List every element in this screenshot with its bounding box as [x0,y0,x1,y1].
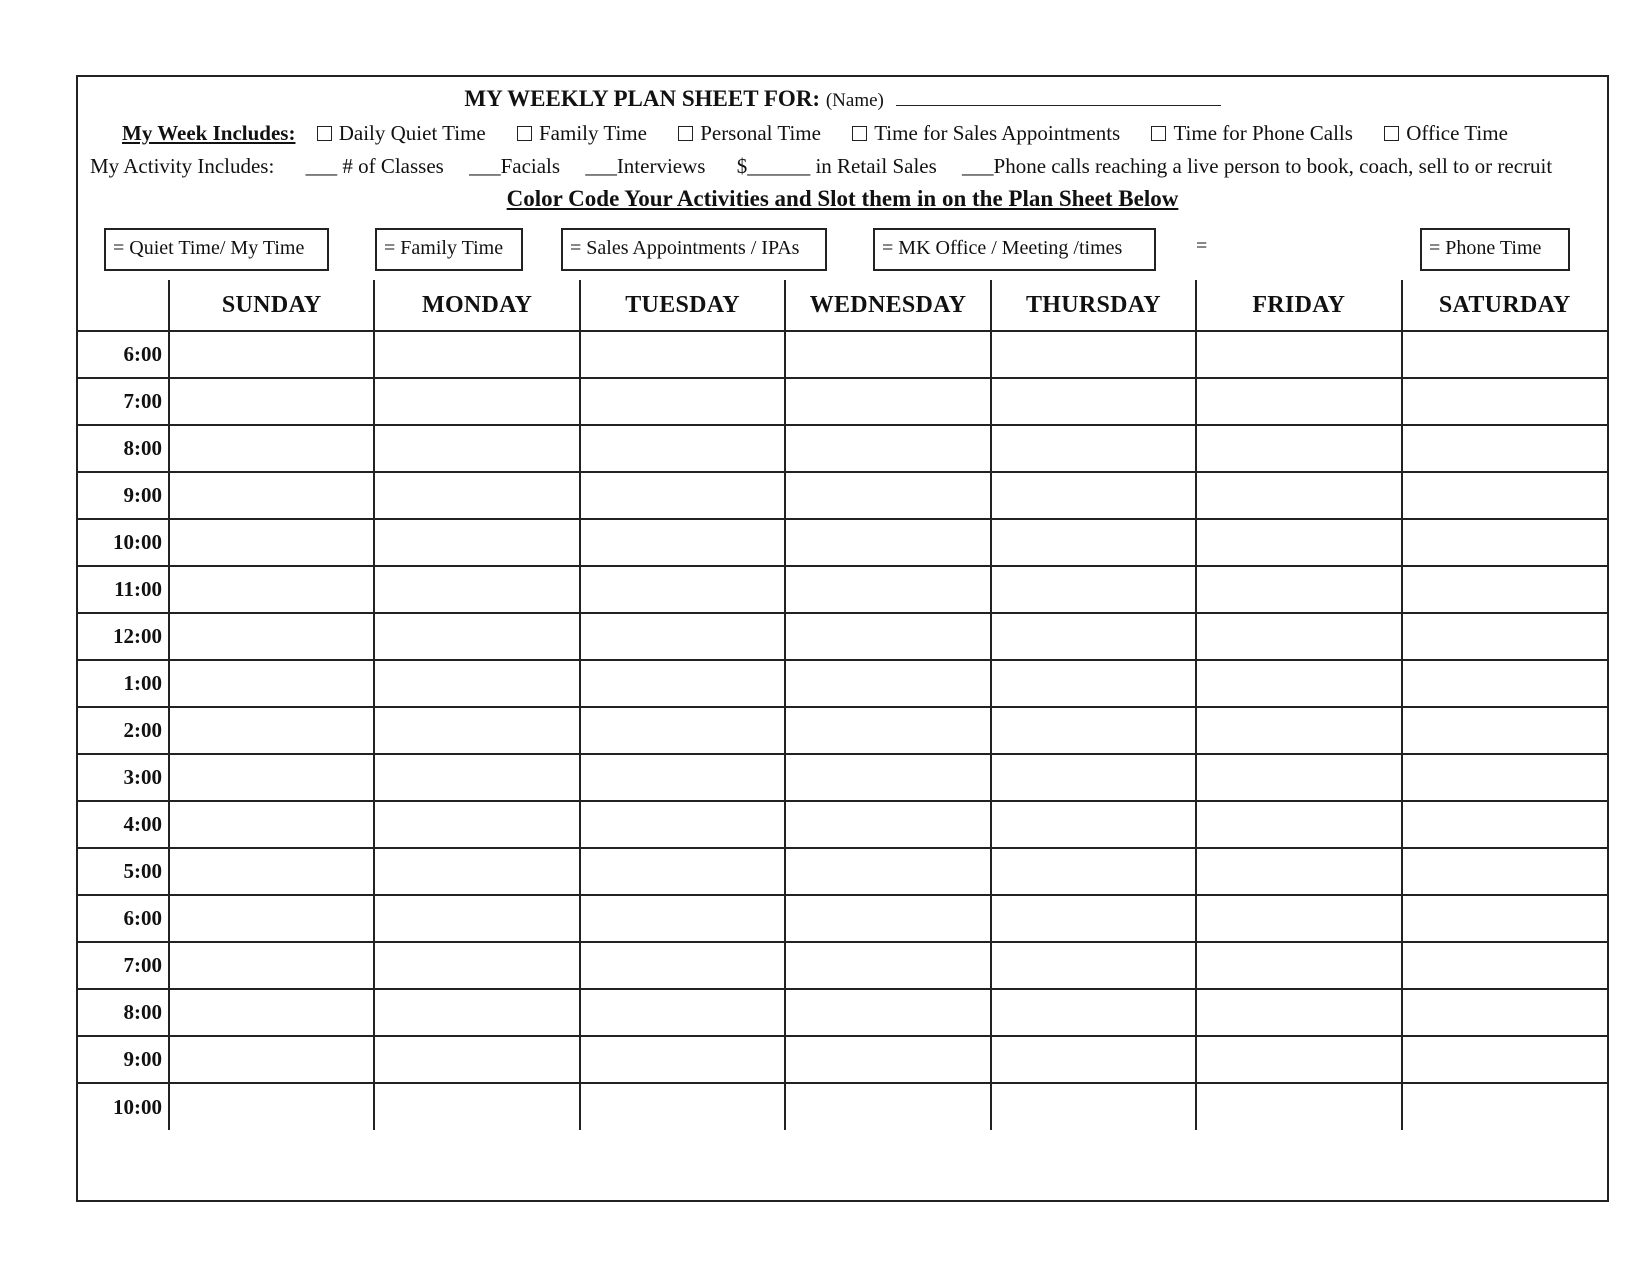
slot-cell-wednesday[interactable] [785,566,990,613]
slot-cell-thursday[interactable] [991,848,1196,895]
slot-cell-friday[interactable] [1196,425,1401,472]
slot-cell-wednesday[interactable] [785,331,990,378]
slot-cell-thursday[interactable] [991,1036,1196,1083]
slot-cell-monday[interactable] [374,848,579,895]
slot-cell-friday[interactable] [1196,472,1401,519]
time-label: 10:00 [78,1083,169,1130]
color-code-instruction: Color Code Your Activities and Slot them in on the Plan Sheet Below [506,186,1179,211]
slot-cell-thursday[interactable] [991,801,1196,848]
time-label: 8:00 [78,425,169,472]
slot-cell-sunday[interactable] [169,754,374,801]
table-row [78,378,1607,425]
slot-cell-saturday[interactable] [1402,989,1607,1036]
legend-sales-appointments[interactable]: = Sales Appointments / IPAs [561,228,827,271]
legend-blank[interactable]: = [1196,235,1208,257]
table-row [78,425,1607,472]
slot-cell-wednesday[interactable] [785,472,990,519]
slot-cell-monday[interactable] [374,942,579,989]
table-row [78,707,1607,754]
table-row [78,1083,1607,1130]
slot-cell-sunday[interactable] [169,942,374,989]
slot-cell-saturday[interactable] [1402,660,1607,707]
table-row [78,472,1607,519]
slot-cell-wednesday[interactable] [785,660,990,707]
table-row [78,519,1607,566]
slot-cell-wednesday[interactable] [785,425,990,472]
slot-cell-sunday[interactable] [169,519,374,566]
slot-cell-sunday[interactable] [169,472,374,519]
slot-cell-thursday[interactable] [991,613,1196,660]
week-item-phone-calls[interactable]: Time for Phone Calls [1151,121,1352,146]
table-row [78,613,1607,660]
day-header-row [78,280,1607,331]
day-header-saturday: SATURDAY [1402,280,1607,331]
slot-cell-sunday[interactable] [169,613,374,660]
schedule-grid [78,280,1607,1130]
slot-cell-thursday[interactable] [991,989,1196,1036]
slot-cell-saturday[interactable] [1402,942,1607,989]
time-label: 3:00 [78,754,169,801]
slot-cell-saturday[interactable] [1402,613,1607,660]
legend-family-time[interactable]: = Family Time [375,228,523,271]
slot-cell-saturday[interactable] [1402,566,1607,613]
checkbox-icon[interactable] [678,126,693,141]
slot-cell-sunday[interactable] [169,1036,374,1083]
title-row [78,85,1607,112]
slot-cell-friday[interactable] [1196,613,1401,660]
slot-cell-thursday[interactable] [991,707,1196,754]
slot-cell-sunday[interactable] [169,378,374,425]
slot-cell-saturday[interactable] [1402,1036,1607,1083]
slot-cell-tuesday[interactable] [580,942,785,989]
slot-cell-monday[interactable] [374,707,579,754]
slot-cell-friday[interactable] [1196,378,1401,425]
activity-includes-row [90,154,1619,179]
slot-cell-friday[interactable] [1196,754,1401,801]
slot-cell-friday[interactable] [1196,801,1401,848]
checkbox-icon[interactable] [317,126,332,141]
time-label: 7:00 [78,942,169,989]
slot-cell-tuesday[interactable] [580,895,785,942]
slot-cell-tuesday[interactable] [580,1036,785,1083]
slot-cell-monday[interactable] [374,989,579,1036]
slot-cell-saturday[interactable] [1402,425,1607,472]
schedule-table [78,280,1607,1130]
table-row [78,801,1607,848]
slot-cell-wednesday[interactable] [785,801,990,848]
time-label: 2:00 [78,707,169,754]
legend-mk-office[interactable]: = MK Office / Meeting /times [873,228,1156,271]
slot-cell-sunday[interactable] [169,331,374,378]
slot-cell-wednesday[interactable] [785,848,990,895]
slot-cell-sunday[interactable] [169,989,374,1036]
slot-cell-sunday[interactable] [169,895,374,942]
table-row [78,942,1607,989]
slot-cell-wednesday[interactable] [785,895,990,942]
legend-quiet-time[interactable]: = Quiet Time/ My Time [104,228,329,271]
day-header-monday: MONDAY [374,280,579,331]
slot-cell-thursday[interactable] [991,425,1196,472]
slot-cell-wednesday[interactable] [785,942,990,989]
slot-cell-monday[interactable] [374,378,579,425]
name-label: (Name) [825,90,884,111]
slot-cell-saturday[interactable] [1402,754,1607,801]
slot-cell-tuesday[interactable] [580,472,785,519]
week-includes-row [122,121,1650,146]
table-row [78,331,1607,378]
sheet-title: MY WEEKLY PLAN SHEET FOR: [464,86,821,111]
slot-cell-monday[interactable] [374,895,579,942]
time-label: 8:00 [78,989,169,1036]
table-row [78,895,1607,942]
table-row [78,989,1607,1036]
slot-cell-monday[interactable] [374,1036,579,1083]
week-item-office-time[interactable]: Office Time [1384,121,1508,146]
activity-interviews: ___Interviews [585,154,706,178]
slot-cell-monday[interactable] [374,566,579,613]
table-row [78,1036,1607,1083]
checkbox-icon[interactable] [1384,126,1399,141]
slot-cell-monday[interactable] [374,660,579,707]
day-header-wednesday: WEDNESDAY [785,280,990,331]
table-row [78,566,1607,613]
name-field-line[interactable] [896,85,1221,106]
week-item-sales-appointments[interactable]: Time for Sales Appointments [852,121,1120,146]
slot-cell-monday[interactable] [374,754,579,801]
day-header-thursday: THURSDAY [991,280,1196,331]
slot-cell-thursday[interactable] [991,519,1196,566]
slot-cell-friday[interactable] [1196,848,1401,895]
table-row [78,660,1607,707]
table-row [78,754,1607,801]
slot-cell-saturday[interactable] [1402,895,1607,942]
day-header-sunday: SUNDAY [169,280,374,331]
time-label: 5:00 [78,848,169,895]
slot-cell-monday[interactable] [374,613,579,660]
time-label: 12:00 [78,613,169,660]
slot-cell-tuesday[interactable] [580,707,785,754]
day-header-tuesday: TUESDAY [580,280,785,331]
slot-cell-wednesday[interactable] [785,519,990,566]
legend-phone-time[interactable]: = Phone Time [1420,228,1570,271]
slot-cell-friday[interactable] [1196,1036,1401,1083]
time-label: 4:00 [78,801,169,848]
week-includes-label: My Week Includes: [122,121,296,145]
time-label: 1:00 [78,660,169,707]
slot-cell-saturday[interactable] [1402,472,1607,519]
slot-cell-tuesday[interactable] [580,378,785,425]
slot-cell-friday[interactable] [1196,660,1401,707]
slot-cell-friday[interactable] [1196,519,1401,566]
slot-cell-tuesday[interactable] [580,519,785,566]
time-label: 11:00 [78,566,169,613]
slot-cell-tuesday[interactable] [580,754,785,801]
activity-includes-label: My Activity Includes: [90,154,275,178]
slot-cell-monday[interactable] [374,331,579,378]
slot-cell-sunday[interactable] [169,566,374,613]
slot-cell-saturday[interactable] [1402,519,1607,566]
slot-cell-sunday[interactable] [169,801,374,848]
week-item-personal-time[interactable]: Personal Time [678,121,821,146]
day-header-friday: FRIDAY [1196,280,1401,331]
slot-cell-thursday[interactable] [991,942,1196,989]
slot-cell-tuesday[interactable] [580,801,785,848]
activity-facials: ___Facials [469,154,561,178]
slot-cell-sunday[interactable] [169,1083,374,1130]
slot-cell-thursday[interactable] [991,566,1196,613]
week-item-daily-quiet-time[interactable]: Daily Quiet Time [317,121,486,146]
slot-cell-thursday[interactable] [991,331,1196,378]
slot-cell-sunday[interactable] [169,425,374,472]
slot-cell-friday[interactable] [1196,942,1401,989]
week-item-family-time[interactable]: Family Time [517,121,647,146]
slot-cell-monday[interactable] [374,1083,579,1130]
slot-cell-monday[interactable] [374,425,579,472]
table-row [78,848,1607,895]
slot-cell-saturday[interactable] [1402,331,1607,378]
activity-retail-sales: $______ in Retail Sales [736,154,937,178]
slot-cell-monday[interactable] [374,519,579,566]
time-label: 9:00 [78,1036,169,1083]
checkbox-icon[interactable] [852,126,867,141]
slot-cell-sunday[interactable] [169,660,374,707]
slot-cell-monday[interactable] [374,472,579,519]
slot-cell-saturday[interactable] [1402,1083,1607,1130]
slot-cell-wednesday[interactable] [785,1083,990,1130]
slot-cell-friday[interactable] [1196,331,1401,378]
activity-classes: ___ # of Classes [305,154,444,178]
slot-cell-tuesday[interactable] [580,660,785,707]
slot-cell-wednesday[interactable] [785,1036,990,1083]
time-label: 6:00 [78,331,169,378]
slot-cell-saturday[interactable] [1402,707,1607,754]
activity-phone-calls: ___Phone calls reaching a live person to book, coach, sell to or recruit [962,154,1553,178]
slot-cell-wednesday[interactable] [785,613,990,660]
slot-cell-monday[interactable] [374,801,579,848]
slot-cell-wednesday[interactable] [785,378,990,425]
slot-cell-friday[interactable] [1196,989,1401,1036]
slot-cell-tuesday[interactable] [580,613,785,660]
slot-cell-tuesday[interactable] [580,848,785,895]
slot-cell-saturday[interactable] [1402,848,1607,895]
checkbox-icon[interactable] [1151,126,1166,141]
slot-cell-thursday[interactable] [991,378,1196,425]
slot-cell-tuesday[interactable] [580,989,785,1036]
slot-cell-saturday[interactable] [1402,378,1607,425]
slot-cell-wednesday[interactable] [785,707,990,754]
slot-cell-friday[interactable] [1196,1083,1401,1130]
time-label: 9:00 [78,472,169,519]
slot-cell-friday[interactable] [1196,895,1401,942]
slot-cell-thursday[interactable] [991,895,1196,942]
time-label: 7:00 [78,378,169,425]
time-label: 6:00 [78,895,169,942]
slot-cell-saturday[interactable] [1402,801,1607,848]
time-label: 10:00 [78,519,169,566]
checkbox-icon[interactable] [517,126,532,141]
slot-cell-friday[interactable] [1196,566,1401,613]
slot-cell-sunday[interactable] [169,848,374,895]
weekly-plan-sheet [76,75,1609,1202]
slot-cell-thursday[interactable] [991,660,1196,707]
slot-cell-thursday[interactable] [991,472,1196,519]
slot-cell-tuesday[interactable] [580,425,785,472]
slot-cell-wednesday[interactable] [785,989,990,1036]
slot-cell-tuesday[interactable] [580,1083,785,1130]
slot-cell-thursday[interactable] [991,1083,1196,1130]
slot-cell-tuesday[interactable] [580,331,785,378]
slot-cell-thursday[interactable] [991,754,1196,801]
slot-cell-friday[interactable] [1196,707,1401,754]
slot-cell-sunday[interactable] [169,707,374,754]
slot-cell-wednesday[interactable] [785,754,990,801]
corner-cell [78,280,169,331]
slot-cell-tuesday[interactable] [580,566,785,613]
